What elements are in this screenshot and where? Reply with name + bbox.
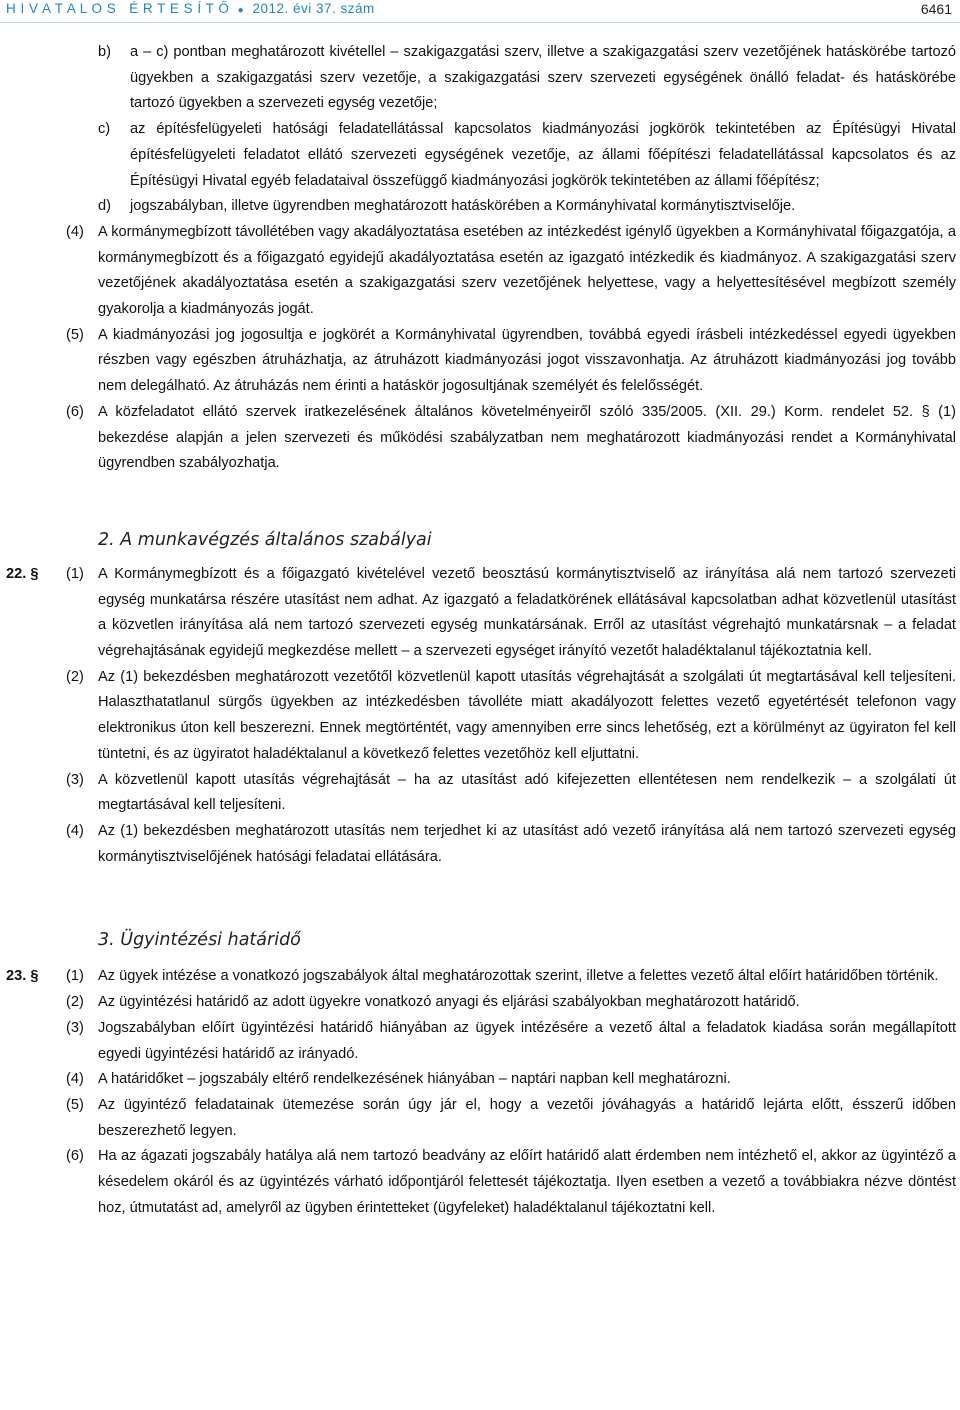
item-label: c): [98, 121, 111, 138]
paragraph-label: (4): [66, 822, 84, 839]
paragraph-22-1: [0, 562, 960, 665]
paragraph-23-5: [0, 1093, 960, 1144]
paragraph-text: A közvetlenül kapott utasítás végrehajtását – ha az utasítást adó kifejezetten ellentétesen nem rendelkezik – a szolgálati út megtartásával kell teljesíteni.: [98, 771, 956, 814]
paragraph-23-2: [0, 990, 960, 1016]
paragraph-label: (6): [66, 1148, 84, 1165]
paragraph-6: [0, 400, 960, 477]
page-header: [0, 0, 960, 23]
section-title-3: 3. Ügyintézési határidő: [98, 930, 301, 951]
paragraph-text: Az (1) bekezdésben meghatározott utasítás nem terjedhet ki az utasítást adó vezető irányítása alá nem tartozó szervezeti egység kormánytisztviselőjének hatósági feladatai ellátására.: [98, 822, 956, 865]
item-label: b): [98, 44, 111, 60]
paragraph-label: (5): [66, 1096, 84, 1113]
paragraph-label: (4): [66, 1071, 84, 1088]
paragraph-text: A Kormánymegbízott és a főigazgató kivételével vezető beosztású kormánytisztviselő az irányítása alá nem tartozó szervezeti egység munkatársa részére utasítást nem adhat. Az igazgató a feladatkörének ellátásával kapcsolatban adhat közvetlenül utasítást a közvetlen irányítása alá nem tartozó szervezeti egység munkatársának. Erről az utasítást végrehajtó munkatársnak – a feladat végrehajtásának egyidejű megkezdése mellett – a szervezeti egységet irányító vezetőt haladéktalanul tájékoztatnia kell.: [98, 565, 956, 660]
paragraph-label: (2): [66, 994, 84, 1011]
paragraph-23-3: [0, 1016, 960, 1067]
paragraph-5: [0, 323, 960, 400]
paragraph-text: Jogszabályban előírt ügyintézési határidő hiányában az ügyek intézésére a vezető által a feladatok kiadása során megállapított egyedi ügyintézési határidő az irányadó.: [98, 1019, 956, 1062]
paragraph-text: A kormánymegbízott távollétében vagy akadályoztatása esetében az intézkedést igénylő ügyekben a Kormányhivatal főigazgatója, a kormánymegbízott és a főigazgató egyidejű akadályoztatása esetén az igazgató intézkedik és kiadmányoz. A szakigazgatási szerv vezetőjének akadályoztatása esetén a szakigazgatási szerv vezetőjének helyettese, vagy a helyettesítésével megbízott személy gyakorolja a kiadmányozás jogát.: [98, 223, 956, 318]
paragraph-text: A közfeladatot ellátó szervek iratkezelésének általános követelményeiről szóló 335/2005. (XII. 29.) Korm. rendelet 52. § (1) bekezdése alapján a jelen szervezeti és működési szabályzatban nem meghatározott kiadmányozási rendet a Kormányhivatal ügyrendben szabályozhatja.: [98, 403, 956, 472]
paragraph-text: A kiadmányozási jog jogosultja e jogkörét a Kormányhivatal ügyrendben, továbbá egyedi írásbeli intézkedéssel egyedi ügyekben részben vagy egészben átruházhatja, az átruházott kiadmányozási jogot visszavonhatja. Az átruházott kiadmányozási jog tovább nem delegálható. Az átruházás nem érinti a hatáskör jogosultjának személyét és felelősségét.: [98, 326, 956, 395]
section-title-2: 2. A munkavégzés általános szabályai: [98, 529, 432, 550]
list-item-d: [0, 194, 960, 220]
paragraph-4: [0, 220, 960, 323]
paragraph-23-6: [0, 1144, 960, 1221]
paragraph-label: (2): [66, 668, 84, 685]
paragraph-label: (3): [66, 771, 84, 788]
item-label: d): [98, 198, 111, 215]
document-body: [0, 40, 960, 1221]
paragraph-label: (1): [66, 968, 84, 985]
paragraph-label: (1): [66, 565, 84, 582]
paragraph-23-4: [0, 1067, 960, 1093]
paragraph-text: Az ügyintéző feladatainak ütemezése során úgy jár el, hogy a vezetői jóváhagyás a határidő lejárta előtt, ésszerű időben beszerezhető legyen.: [98, 1096, 956, 1139]
paragraph-text: Az (1) bekezdésben meghatározott vezetőtől közvetlenül kapott utasítás végrehajtását a szolgálati út megtartásával kell teljesíteni. Halaszthatatlanul sürgős ügyekben az intézkedésben távolléte miatt akadályozott felettes vezető egyetértését telefonon vagy elektronikus úton kell beszerezni. Ennek megtörténtét, vagy amennyiben erre sincs lehetőség, ezt a körülményt az ügyiraton fel kell tüntetni, és az ügyiratot haladéktalanul a következő felettes vezetőhöz kell eljuttatni.: [98, 668, 956, 762]
paragraph-label: (6): [66, 403, 84, 420]
paragraph-label: (5): [66, 326, 84, 343]
list-item-b: [0, 40, 960, 117]
item-text: jogszabályban, illetve ügyrendben meghatározott hatáskörében a Kormányhivatal kormánytisztviselője.: [130, 198, 796, 215]
journal-title: H I V A T A L O S É R T E S Í T Ő: [6, 1, 230, 16]
header-journal-info: [6, 1, 375, 16]
item-text: az építésfelügyeleti hatósági feladatellátással kapcsolatos kiadmányozási jogkörök tekintetében az Építésügyi Hivatal építésfelügyeleti feladatot ellátó szervezeti egységének vezetője, az állami főépítészi feladatellátással kapcsolatos és az Építésügyi Hivatal egyéb feladataival összefüggő kiadmányozási jogkörök tekintetében az állami főépítész;: [130, 121, 956, 189]
bullet-icon: ●: [237, 5, 245, 16]
section-mark-23: 23. §: [6, 968, 39, 985]
paragraph-text: Az ügyintézési határidő az adott ügyekre vonatkozó anyagi és eljárási szabályokban meghatározott határidő.: [98, 994, 800, 1011]
paragraph-23-1: [0, 964, 960, 990]
paragraph-22-3: [0, 768, 960, 819]
item-text: a – c) pontban meghatározott kivétellel – szakigazgatási szerv, illetve a szakigazgatási szerv vezetőjének hatáskörébe tartozó ügyekben a szakigazgatási szerv vezetője, a szakigazgatási szerv szervezeti egységének önálló feladat- és hatáskörébe tartozó ügyekben a szervezeti egység vezetője;: [130, 44, 956, 112]
paragraph-22-2: [0, 665, 960, 768]
paragraph-label: (4): [66, 223, 84, 240]
paragraph-text: Az ügyek intézése a vonatkozó jogszabályok által meghatározottak szerint, illetve a felettes vezető által előírt határidőben történik.: [98, 968, 939, 985]
list-item-c: [0, 117, 960, 194]
paragraph-22-4: [0, 819, 960, 870]
section-mark-22: 22. §: [6, 565, 39, 582]
issue-date: 2012. évi 37. szám: [252, 1, 375, 16]
paragraph-text: A határidőket – jogszabály eltérő rendelkezésének hiányában – naptári napban kell meghatározni.: [98, 1071, 731, 1088]
page-number: 6461: [920, 1, 952, 17]
paragraph-label: (3): [66, 1019, 84, 1036]
paragraph-text: Ha az ágazati jogszabály hatálya alá nem tartozó beadvány az előírt határidő alatt érdemben nem intézhető el, akkor az ügyintéző a késedelem okáról és az ügyintézés várható időpontjáról felettesét tájékoztatja. Ilyen esetben a vezető a továbbiakra nézve döntést hoz, útmutatást ad, amelyről az ügyben érintetteket (ügyfeleket) haladéktalanul tájékoztatni kell.: [98, 1148, 956, 1216]
